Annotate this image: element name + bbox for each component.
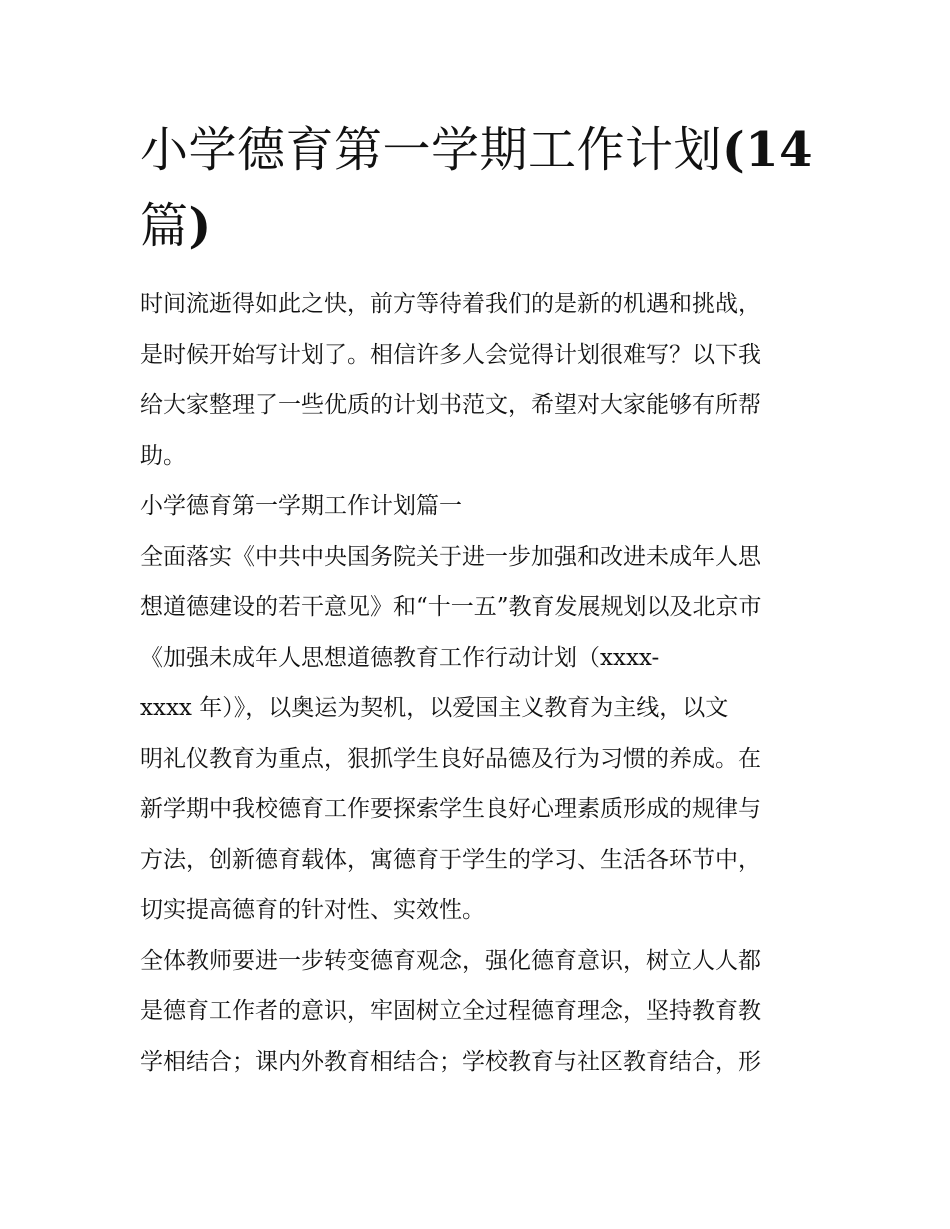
section-heading: 小学德育第一学期工作计划篇一 [140,493,462,519]
body-line: 《加强未成年人思想道德教育工作行动计划（xxxx- [140,644,660,671]
body-line: 给大家整理了一些优质的计划书范文，希望对大家能够有所帮 [140,392,761,418]
body-line: 是时候开始写计划了。相信许多人会觉得计划很难写？以下我 [140,341,761,368]
title-count-open: (14 [722,122,814,178]
body-line: 时间流逝得如此之快，前方等待着我们的是新的机遇和挑战， [140,291,761,317]
body-line: xxxx 年）》，以奥运为契机，以爱国主义教育为主线，以文 [140,695,729,721]
body-line: 全面落实《中共中央国务院关于进一步加强和改进未成年人思 [140,543,761,570]
document-body [140,279,830,1087]
title-line-1 [140,112,820,188]
body-line: 全体教师要进一步转变德育观念，强化德育意识，树立人人都 [140,947,761,974]
body-line: 是德育工作者的意识，牢固树立全过程德育理念，坚持教育教 [140,998,761,1024]
title-pian: 篇 [140,198,189,254]
body-line: 方法，创新德育载体，寓德育于学生的学习、生活各环节中， [140,846,761,873]
body-line: 想道德建设的若干意见》和“十一五”教育发展规划以及北京市 [140,594,762,620]
title-line-2 [140,188,820,264]
body-line: 明礼仪教育为重点，狠抓学生良好品德及行为习惯的养成。在 [140,745,761,772]
title-text: 小学德育第一学期工作计划 [140,122,723,178]
document-title [140,112,820,264]
body-line: 助。 [140,442,186,469]
body-line: 学相结合；课内外教育相结合；学校教育与社区教育结合，形 [140,1048,761,1075]
body-line: 切实提高德育的针对性、实效性。 [140,897,485,923]
body-line: 新学期中我校德育工作要探索学生良好心理素质形成的规律与 [140,796,761,822]
title-count-close: ) [188,198,212,254]
